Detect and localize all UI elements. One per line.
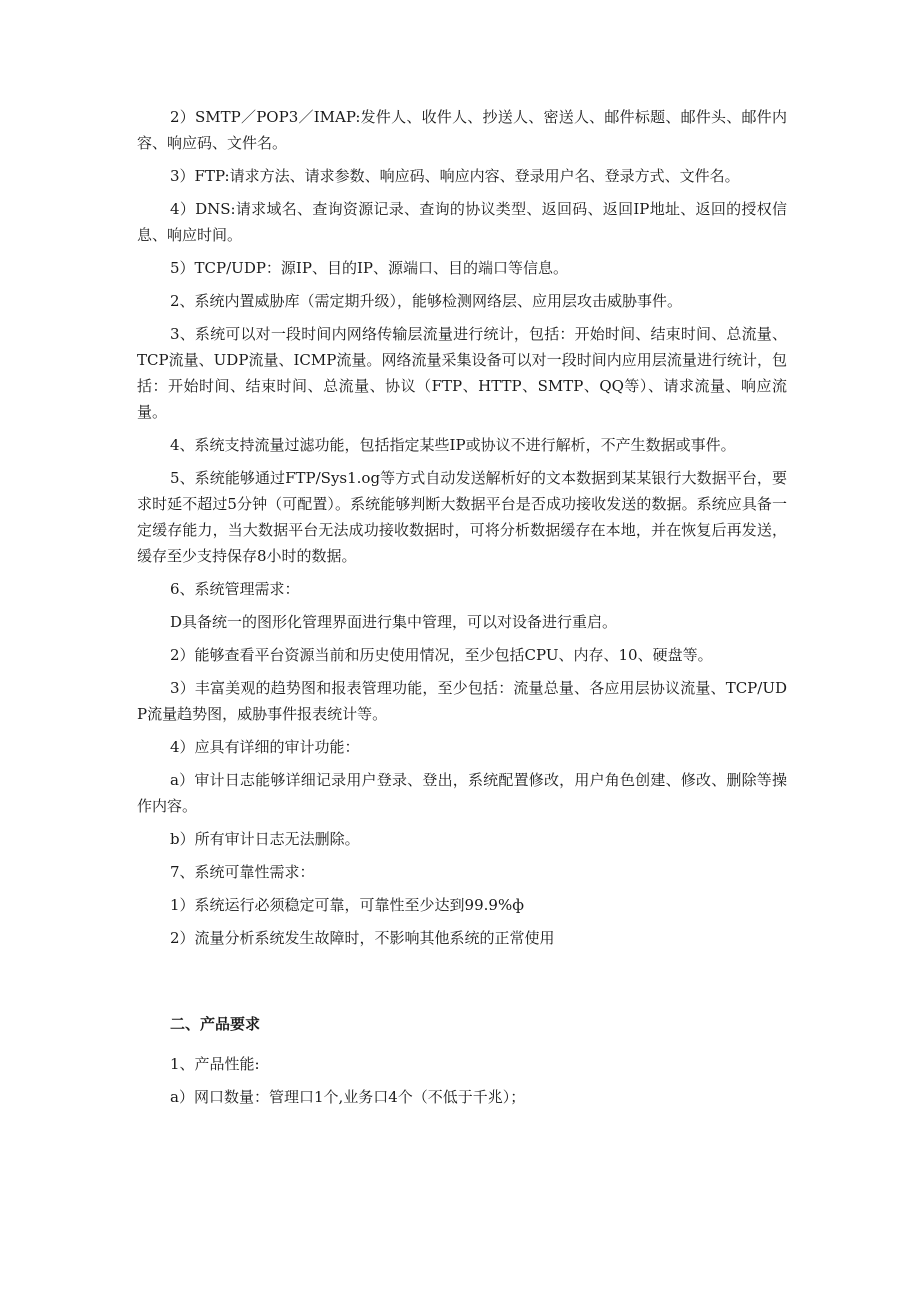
paragraph-audit-no-delete: b）所有审计日志无法删除。 bbox=[170, 830, 360, 848]
paragraph-tcp-udp: 5）TCP/UDP：源IP、目的IP、源端口、目的端口等信息。 bbox=[170, 259, 568, 277]
document-body bbox=[137, 104, 787, 1117]
paragraph-threat-library: 2、系统内置威胁库（需定期升级），能够检测网络层、应用层攻击威胁事件。 bbox=[170, 292, 683, 310]
paragraph-ftp: 3）FTP:请求方法、请求参数、响应码、响应内容、登录用户名、登录方式、文件名。 bbox=[170, 167, 740, 185]
paragraph-traffic-filter: 4、系统支持流量过滤功能，包括指定某些IP或协议不进行解析，不产生数据或事件。 bbox=[170, 436, 736, 454]
paragraph-network-ports: a）网口数量：管理口1个,业务口4个（不低于千兆）； bbox=[170, 1088, 526, 1106]
paragraph-data-export: 5、系统能够通过FTP/Sys1.og等方式自动发送解析好的文本数据到某某银行大数据平台，要求时延不超过5分钟（可配置）。系统能够判断大数据平台是否成功接收发送的数据。系统应具备一定缓存能力，当大数据平台无法成功接收数据时，可将分析数据缓存在本地，并在恢复后再发送，缓存至少支持保存8小时的数据。 bbox=[137, 469, 787, 565]
paragraph-reliability-fault: 2）流量分析系统发生故障时，不影响其他系统的正常使用 bbox=[170, 929, 555, 947]
paragraph-audit-log: a）审计日志能够详细记录用户登录、登出，系统配置修改，用户角色创建、修改、删除等操作内容。 bbox=[137, 771, 787, 815]
paragraph-management-ui: D具备统一的图形化管理界面进行集中管理，可以对设备进行重启。 bbox=[170, 613, 618, 631]
paragraph-dns: 4）DNS:请求域名、查询资源记录、查询的协议类型、返回码、返回IP地址、返回的授权信息、响应时间。 bbox=[137, 200, 787, 244]
paragraph-reliability-title: 7、系统可靠性需求： bbox=[170, 863, 315, 881]
paragraph-trend-charts: 3）丰富美观的趋势图和报表管理功能，至少包括：流量总量、各应用层协议流量、TCP/UDP流量趋势图，威胁事件报表统计等。 bbox=[137, 679, 787, 723]
paragraph-resource-usage: 2）能够查看平台资源当前和历史使用情况，至少包括CPU、内存、10、硬盘等。 bbox=[170, 646, 713, 664]
paragraph-reliability-stable: 1）系统运行必须稳定可靠，可靠性至少达到99.9%ф bbox=[170, 896, 524, 914]
paragraph-product-performance: 1、产品性能: bbox=[170, 1055, 260, 1073]
paragraph-audit-title: 4）应具有详细的审计功能： bbox=[170, 738, 360, 756]
paragraph-traffic-statistics: 3、系统可以对一段时间内网络传输层流量进行统计，包括：开始时间、结束时间、总流量、TCP流量、UDP流量、ICMP流量。网络流量采集设备可以对一段时间内应用层流量进行统计，包括：开始时间、结束时间、总流量、协议（FTP、HTTP、SMTP、QQ等）、请求流量、响应流量。 bbox=[137, 325, 787, 421]
paragraph-smtp: 2）SMTP／POP3／IMAP:发件人、收件人、抄送人、密送人、邮件标题、邮件头、邮件内容、响应码、文件名。 bbox=[137, 108, 787, 152]
section-heading: 二、产品要求 bbox=[170, 1015, 261, 1033]
paragraph-management-title: 6、系统管理需求： bbox=[170, 580, 300, 598]
